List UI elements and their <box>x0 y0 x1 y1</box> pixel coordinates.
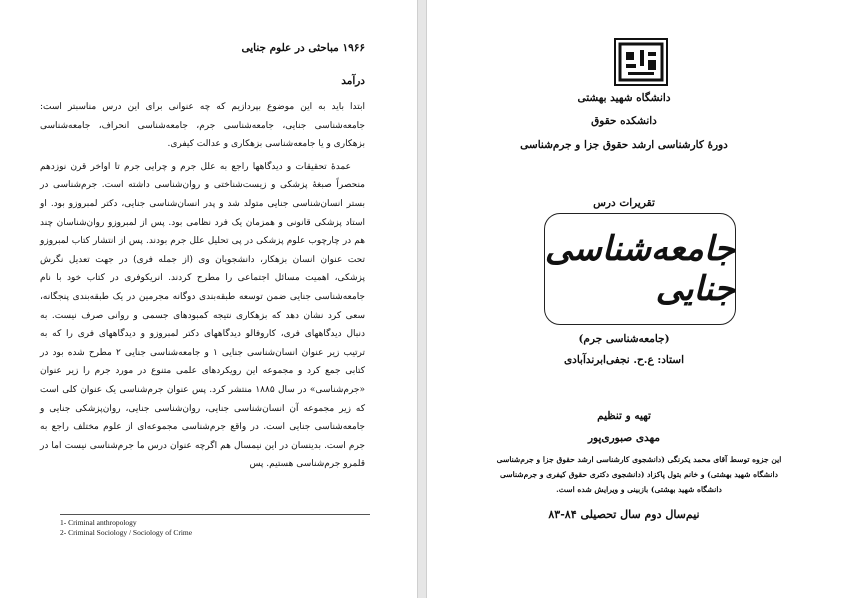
course-title-box <box>544 213 736 325</box>
section-title: درآمد <box>341 75 365 87</box>
program-name: دورهٔ کارشناسی ارشد حقوق جزا و جرم‌شناسی <box>520 139 728 151</box>
paragraph-2: عمدهٔ تحقیقات و دیدگاهها راجع به علل جرم و چرایی جرم تا اواخر قرن نوزدهم منحصراً صبغهٔ پزشکی و زیست‌شناختی و روان‌شناسی داشته است. جرم‌شناسی در بستر انسان‌شناسی جنایی متولد شد و پدر انسان‌شناسی جنایی، دکتر لمبروزو بود. او استاد پزشکی قانونی و همزمان یک فرد نظامی بود. پس از لمبروزو روان‌شناسان چند هم در چارچوب علوم پزشکی در پی تحلیل علل جرم بودند. پس از انتشار کتاب لمبروزو تحت عنوان انسان بزهکار، دانشجویان وی (از جمله فری) در جهت تعدیل نگرش پزشکی، اهمیت مسائل اجتماعی را مطرح کردند. انریکوفری در کتاب خود با نام جامعه‌شناسی جنایی ضمن توسعه طبقه‌بندی دوگانه مجرمین در یک طبقه‌بندی پنجگانه، سعی کرد نشان دهد که بزهکاری نتیجه کمبودهای جسمی و روانی صرف نیست. به دنبال دیدگاههای فری، کاروفالو دیدگاههای دکتر لمبروزو و دیدگاههای فری را که به ترتیب زیر عنوان انسان‌شناسی جنایی ۱ و جامعه‌شناسی جنایی ۲ مطرح شده بود در کتابی جمع کرد و مجموعه این رویکردهای علمی متنوع در مورد جرم را زیر عنوان «جرم‌شناسی» در سال ۱۸۸۵ منتشر کرد. پس عنوان جرم‌شناسی یک عنوان کلی است که زیر مجموعه آن انسان‌شناسی جنایی، روان‌شناسی جنایی، روان‌پزشکی جنایی و جامعه‌شناسی جنایی است. در واقع جرم‌شناسی مجموعه‌ای از علوم مختلف راجع به جرم است. بدینسان در این نیمسال هم اگرچه عنوان درس ما جرم‌شناسی نیست اما در قلمرو جرم‌شناسی هستیم. پس <box>40 161 366 470</box>
running-head: ۱۹۶۶ مباحثی در علوم جنایی <box>241 42 365 54</box>
paragraph-1: ابتدا باید به این موضوع بپردازیم که چه عنوانی برای این درس مناسبتر است: جامعه‌شناسی جنایی، جامعه‌شناسی جرم، جامعه‌شناسی انحراف، جامعه‌شناسی بزهکاری و یا جامعه‌شناسی بزهکاری و عدالت کیفری. <box>40 102 365 150</box>
author-name: مهدی صبوری‌پور <box>587 432 661 444</box>
footnote-1: 1- Criminal anthropology <box>60 518 137 527</box>
credits-note: این جزوه توسط آقای محمد یکرنگی (دانشجوی کارشناسی ارشد حقوق جزا و جرم‌شناسی دانشگاه شهید بهشتی) و خانم بتول پاکزاد (دانشجوی دکتری حقوق کیفری و جرم‌شناسی دانشگاه شهید بهشتی) بازبینی و ویرایش شده است. <box>496 455 782 494</box>
body-text <box>40 98 365 478</box>
professor-name: استاد: ع.ح. نجفی‌ابرندآبادی <box>563 354 685 366</box>
footnote-divider <box>60 514 370 515</box>
faculty-name: دانشکده حقوق <box>591 115 657 127</box>
prepared-label: تهیه و تنظیم <box>597 410 651 422</box>
university-logo <box>614 38 668 86</box>
semester-info: نیم‌سال دوم سال تحصیلی ۸۴-۸۳ <box>548 508 700 521</box>
footnotes <box>60 518 380 538</box>
course-title: جامعه‌شناسی جنایی <box>544 229 736 309</box>
left-page <box>0 0 418 598</box>
course-subtitle: (جامعه‌شناسی جرم) <box>578 333 670 345</box>
footnote-2: 2- Criminal Sociology / Sociology of Crime <box>60 528 193 537</box>
right-page <box>426 0 851 598</box>
university-name: دانشگاه شهید بهشتی <box>577 92 671 104</box>
lecture-notes-label: تقریرات درس <box>593 197 655 209</box>
